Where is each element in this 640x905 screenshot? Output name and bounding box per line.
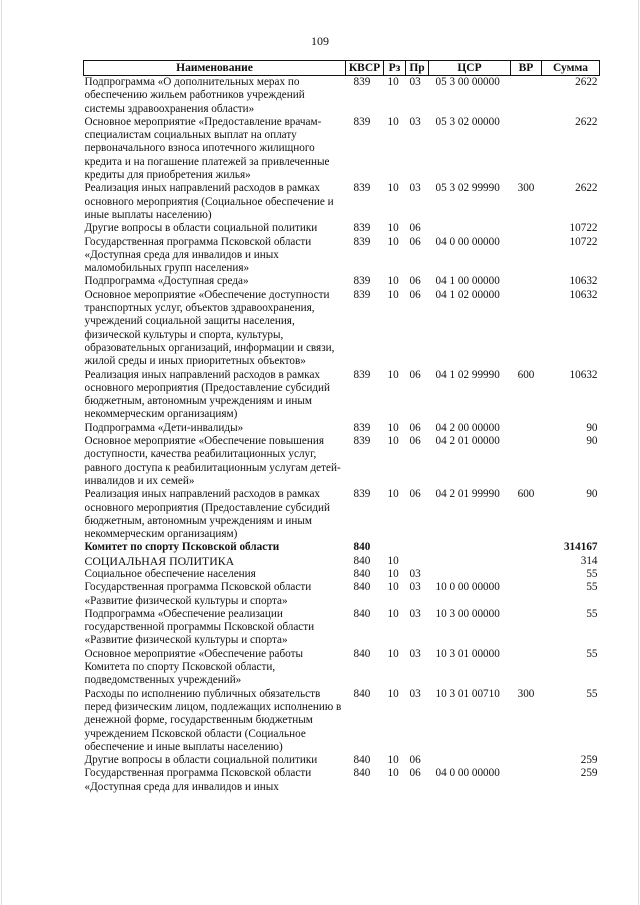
cell-rz: 10 [387,222,399,235]
table-row [84,581,600,608]
cell-kvsr: 839 [353,235,371,248]
cell-name: Государственная программа Псковской области «Доступная среда для инвалидов и иных [84,767,312,793]
cell-vr: 300 [517,687,535,700]
cell-vr [511,648,542,688]
cell-kvsr: 840 [353,767,371,780]
cell-csr: 04 2 01 99990 [435,488,500,501]
cell-vr [511,236,542,276]
cell-name: Подпрограмма «Дети-инвалиды» [84,421,244,434]
table-row [84,688,600,754]
cell-sum: 10632 [569,288,598,301]
cell-kvsr: 839 [353,275,371,288]
cell-rz: 10 [387,421,399,434]
cell-pr: 06 [409,288,421,301]
cell-rz: 10 [387,581,399,594]
cell-name: Реализация иных направлений расходов в рамках основного мероприятия (Социальное обеспечение и иные выплаты населению) [84,182,334,221]
cell-vr [511,754,542,767]
cell-pr: 06 [409,488,421,501]
cell-pr: 06 [409,421,421,434]
cell-vr [511,608,542,648]
cell-sum: 55 [586,607,598,620]
cell-rz: 10 [387,288,399,301]
table-row [84,608,600,648]
cell-sum: 2622 [575,182,598,195]
cell-pr [406,541,429,554]
cell-name: Основное мероприятие «Обеспечение повышения доступности, качества реабилитационных услуг, равного доступа к реабилитационным услугам детей-инвалидов и их семей» [84,435,341,487]
cell-vr [511,289,542,369]
cell-kvsr: 840 [353,754,371,767]
cell-sum: 55 [586,647,598,660]
cell-sum: 10632 [569,368,598,381]
cell-name: Комитет по спорту Псковской области [84,541,280,554]
cell-vr [511,116,542,182]
cell-name: Основное мероприятие «Предоставление врачам-специалистам социальных выплат на оплату первоначального взноса ипотечного жилищного кредита и на погашение платежей за привлеченные кредиты для приобретения жилья» [84,115,330,182]
table-header-row [84,61,600,76]
cell-csr: 10 0 00 00000 [435,581,500,594]
table-row [84,289,600,369]
cell-pr: 06 [409,222,421,235]
cell-name: СОЦИАЛЬНАЯ ПОЛИТИКА [84,553,235,568]
cell-sum: 2622 [575,115,598,128]
cell-rz: 10 [387,275,399,288]
cell-csr: 04 2 01 00000 [435,435,500,448]
table-row [84,236,600,276]
cell-sum: 90 [586,488,598,501]
cell-name: Реализация иных направлений расходов в рамках основного мероприятия (Предоставление субсидий бюджетным, автономным учреждениям и иным некоммерческим организациям) [84,368,330,421]
cell-pr: 03 [409,687,421,700]
column-header-csr: ЦСР [429,61,511,76]
cell-pr: 03 [409,581,421,594]
cell-name: Социальное обеспечение населения [84,567,256,580]
cell-kvsr: 839 [353,288,371,301]
table-row [84,435,600,488]
cell-rz: 10 [387,554,399,567]
cell-csr: 05 3 02 99990 [435,182,500,195]
cell-pr: 03 [409,76,421,88]
cell-rz: 10 [387,76,399,88]
cell-kvsr: 839 [353,222,371,235]
cell-rz: 10 [387,235,399,248]
cell-rz: 10 [387,754,399,767]
cell-kvsr: 840 [353,607,371,620]
cell-csr: 04 1 02 99990 [435,368,500,381]
cell-pr: 06 [409,235,421,248]
cell-vr [511,555,542,568]
cell-csr: 04 0 00 00000 [435,235,500,248]
cell-kvsr: 839 [353,435,371,448]
cell-csr [429,222,511,235]
page-number: 109 [311,34,329,48]
table-row [84,568,600,581]
cell-sum: 55 [586,581,598,594]
table-row [84,116,600,182]
cell-csr: 04 0 00 00000 [435,767,500,780]
cell-vr: 600 [517,368,535,381]
table-row [84,555,600,568]
cell-pr: 06 [409,275,421,288]
cell-pr [406,555,429,568]
column-header-name: Наименование [84,61,346,76]
cell-vr [511,581,542,608]
column-header-sum: Сумма [542,61,600,76]
cell-pr: 03 [409,115,421,128]
table-row [84,222,600,235]
cell-sum: 55 [586,567,598,580]
cell-csr [429,555,511,568]
cell-sum: 90 [586,435,598,448]
cell-name: Реализация иных направлений расходов в рамках основного мероприятия (Предоставление субсидий бюджетным, автономным учреждениям и иным некоммерческим организациям) [84,488,330,541]
cell-sum: 90 [586,421,598,434]
cell-name: Государственная программа Псковской области «Развитие физической культуры и спорта» [84,581,312,607]
table-row [84,76,600,116]
cell-name: Расходы по исполнению публичных обязательств перед физическим лицом, подлежащих исполнению в денежной форме, государственным бюджетным учреждением Псковской области (Социальное обеспечение и иные выплаты населению) [84,687,342,753]
cell-name: Другие вопросы в области социальной политики [84,754,318,767]
cell-csr: 10 3 00 00000 [435,607,500,620]
table-row [84,182,600,222]
cell-csr: 04 2 00 00000 [435,421,500,434]
cell-sum: 10722 [569,222,598,235]
cell-pr: 06 [409,754,421,767]
cell-rz: 10 [387,687,399,700]
page-edge-right [638,0,639,905]
cell-sum: 2622 [575,76,598,88]
cell-kvsr: 839 [353,115,371,128]
cell-csr: 10 3 01 00000 [435,647,500,660]
cell-kvsr: 839 [353,368,371,381]
cell-csr: 05 3 02 00000 [435,115,500,128]
cell-sum: 55 [586,687,598,700]
cell-sum: 314167 [563,541,598,554]
cell-rz: 10 [387,647,399,660]
cell-csr: 04 1 00 00000 [435,275,500,288]
cell-name: Подпрограмма «Доступная среда» [84,275,249,288]
cell-rz: 10 [387,182,399,195]
cell-sum: 259 [580,767,598,780]
cell-pr: 03 [409,567,421,580]
cell-pr: 03 [409,647,421,660]
column-header-rz: Рз [384,61,406,76]
cell-vr [511,568,542,581]
cell-vr [511,222,542,235]
cell-kvsr: 840 [353,554,371,567]
cell-pr: 03 [409,607,421,620]
cell-rz: 10 [387,767,399,780]
cell-vr: 600 [517,488,535,501]
table-row [84,422,600,435]
table-row [84,488,600,541]
cell-vr [511,767,542,794]
cell-name: Государственная программа Псковской области «Доступная среда для инвалидов и иных маломобильных групп населения» [84,235,312,275]
cell-csr: 05 3 00 00000 [435,76,500,88]
cell-sum: 10722 [569,235,598,248]
column-header-kvsr: КВСР [346,61,384,76]
cell-csr: 10 3 01 00710 [435,687,500,700]
cell-name: Подпрограмма «Обеспечение реализации государственной программы Псковской области «Развитие физической культуры и спорта» [84,607,315,647]
cell-vr [511,422,542,435]
cell-sum: 10632 [569,275,598,288]
cell-csr: 04 1 02 00000 [435,288,500,301]
cell-kvsr: 840 [353,567,371,580]
cell-sum: 259 [580,754,598,767]
cell-rz: 10 [387,567,399,580]
cell-rz: 10 [387,607,399,620]
cell-kvsr: 839 [353,488,371,501]
cell-csr [429,754,511,767]
cell-csr [429,568,511,581]
cell-rz: 10 [387,488,399,501]
cell-rz: 10 [387,435,399,448]
column-header-vr: ВР [511,61,542,76]
cell-kvsr: 840 [353,647,371,660]
cell-name: Основное мероприятие «Обеспечение доступности транспортных услуг, объектов здравоохранения, учреждений социальной защиты населения, физической культуры и спорта, культуры, образовательных организаций, информации и связи, жилой среды и иных приоритетных объектов» [84,288,335,368]
cell-kvsr: 840 [353,581,371,594]
cell-csr [429,541,511,554]
cell-rz [384,541,406,554]
table-row [84,754,600,767]
cell-sum: 314 [580,554,598,567]
cell-pr: 03 [409,182,421,195]
column-header-pr: Пр [406,61,429,76]
cell-kvsr: 839 [353,421,371,434]
cell-rz: 10 [387,115,399,128]
cell-name: Подпрограмма «О дополнительных мерах по обеспечению жильем работников учреждений системы здравоохранения области» [84,76,305,115]
cell-kvsr: 840 [353,687,371,700]
cell-name: Другие вопросы в области социальной политики [84,222,318,235]
cell-kvsr: 839 [353,76,371,88]
cell-pr: 06 [409,767,421,780]
page-edge-left [1,0,2,905]
cell-vr [511,435,542,488]
cell-vr [511,275,542,288]
cell-vr [511,541,542,554]
cell-kvsr: 840 [353,541,371,554]
cell-pr: 06 [409,435,421,448]
cell-pr: 06 [409,368,421,381]
table-row [84,541,600,554]
cell-vr [511,76,542,116]
cell-rz: 10 [387,368,399,381]
cell-kvsr: 839 [353,182,371,195]
table-row [84,767,600,794]
cell-vr: 300 [517,182,535,195]
table-row [84,275,600,288]
table-body [84,76,600,795]
table-row [84,369,600,422]
table-row [84,648,600,688]
cell-name: Основное мероприятие «Обеспечение работы Комитета по спорту Псковской области, подведомственных учреждений» [84,647,304,687]
budget-table [83,60,600,794]
